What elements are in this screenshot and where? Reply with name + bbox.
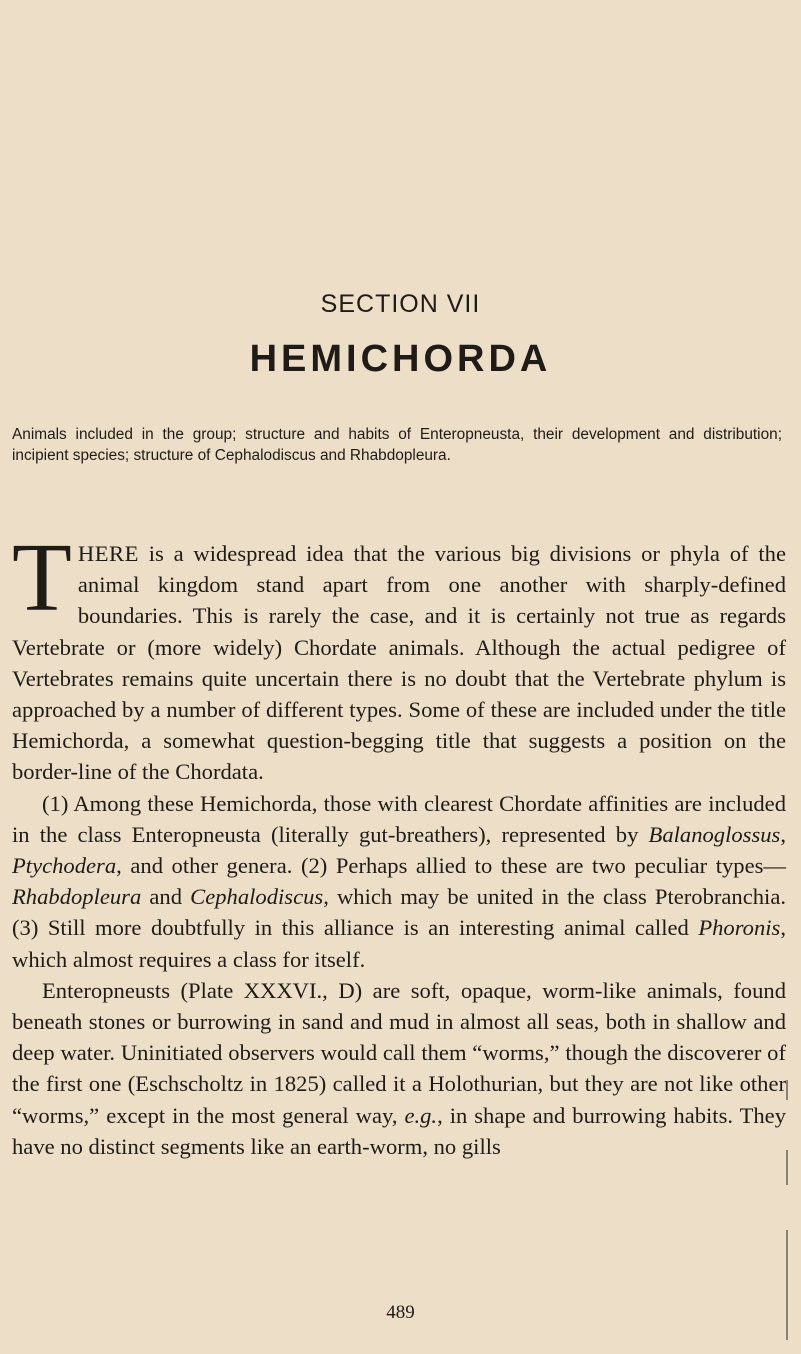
genus-name: Phoronis [698,915,781,941]
drop-cap: T [12,524,72,632]
body-text [12,524,787,1162]
paragraph-3 [12,975,786,1162]
genus-name: Cephalodiscus [190,884,324,910]
paragraph-2-text: , which may be united in the class Pterobranchia. (3) Still more doubtfully in this alliance is an interesting animal called [12,884,786,941]
paragraph-2-text: , and other genera. (2) Perhaps allied to these are two peculiar types— [116,853,786,879]
first-word: HERE [77,541,139,566]
paragraph-3-text: , in shape and burrowing habits. They have no distinct segments like an earth-worm, no gills [12,1102,787,1159]
paragraph-3-text: Enteropneusts (Plate XXXVI., D) are soft, opaque, worm-like animals, found beneath stones or burrowing in sand and mud in almost all seas, both in shallow and deep water. Uninitiated observers would call them “worms,” though the discoverer of the first one (Eschscholtz in 1825) called it a Holothurian, but they are not like other “worms,” except in the most general way, [12,977,786,1128]
chapter-summary: Animals included in the group; structure and habits of Enteropneusta, their development and distribution; incipient species; structure of Cephalodiscus and Rhabdopleura. [12,426,782,464]
chapter-title: HEMICHORDA [249,338,552,380]
paragraph-2-text: , which almost requires a class for itself. [12,915,786,972]
page-number: 489 [386,1302,415,1323]
separator: and [141,884,191,910]
separator: , [780,821,786,847]
page-edge-mark [786,1150,788,1185]
paragraph-1 [12,524,786,788]
abbreviation: e.g. [404,1102,438,1128]
paragraph-1-text: is a widespread idea that the various big divisions or phyla of the animal kingdom stand apart from one another with sharply-defined boundaries. This is rarely the case, and it is certainly not true as regards Vertebrate or (more widely) Chordate animals. Although the actual pedigree of Vertebrates remains quite uncertain there is no doubt that the Vertebrate phylum is approached by a number of different types. Some of these are included under the title Hemichorda, a somewhat question-begging title that suggests a position on the border-line of the Chordata. [12,541,786,785]
paragraph-2 [12,788,786,975]
section-label: SECTION VII [320,290,481,318]
genus-name: Rhabdopleura [12,884,142,910]
genus-name: Ptychodera [12,853,117,879]
genus-name: Balanoglossus [648,821,781,847]
paragraph-2-text: (1) Among these Hemichorda, those with clearest Chordate affinities are included in the class Enteropneusta (literally gut-breathers), represented by [12,790,786,847]
page-edge-mark [786,1080,788,1100]
page-edge-mark [786,1230,788,1340]
